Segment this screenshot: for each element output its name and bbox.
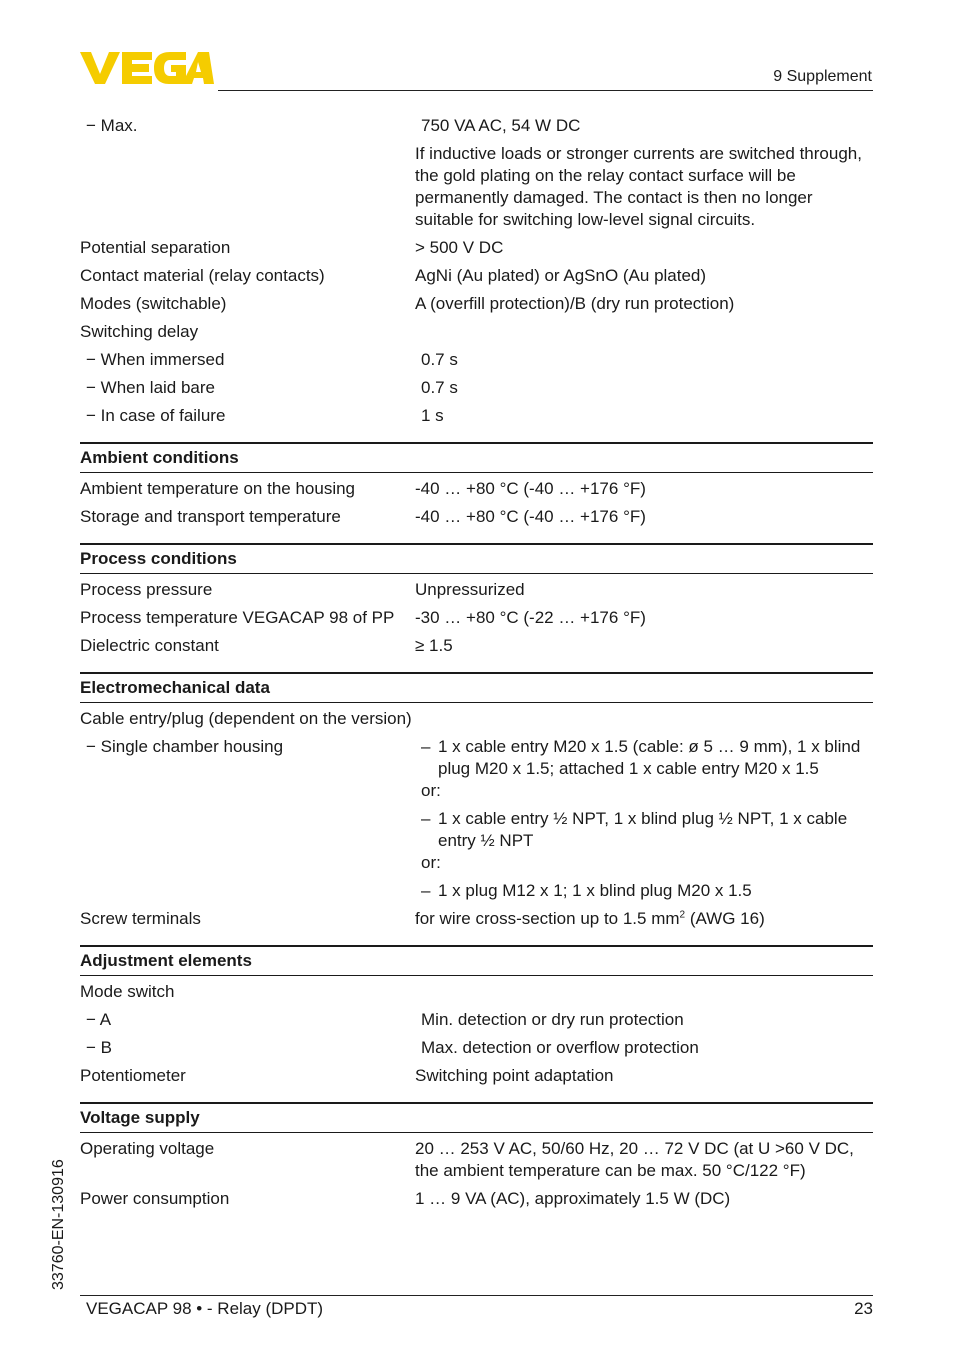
spec-row — [80, 1135, 873, 1185]
row-label: Cable entry/plug (dependent on the version) — [80, 709, 412, 728]
spec-row — [80, 262, 873, 290]
row-label: Max. — [100, 116, 138, 135]
section-heading-ambient: Ambient conditions — [80, 442, 873, 473]
row-label: When immersed — [100, 350, 225, 369]
row-value: 1 … 9 VA (AC), approximately 1.5 W (DC) — [415, 1189, 731, 1208]
document-number: 33760-EN-130916 — [50, 1159, 67, 1290]
spec-row — [80, 1185, 873, 1213]
spec-row: − When immersed 0.7 s — [80, 346, 873, 374]
spec-row — [80, 604, 873, 632]
row-value: -40 … +80 °C (-40 … +176 °F) — [415, 507, 646, 526]
page-number: 23 — [854, 1299, 873, 1318]
warning-text: If inductive loads or stronger currents are switched through, the gold plating on the relay contact surface will be permanently damaged. The contact is then no longer suitable for switching low-level signal circuits. — [415, 144, 862, 229]
cable-option-1: 1 x cable entry M20 x 1.5 (cable: ø 5 … 9 mm), 1 x blind plug M20 x 1.5; attached 1 x cable entry M20 x 1.5 — [438, 737, 861, 778]
spec-row — [80, 234, 873, 262]
header-rule — [218, 90, 873, 91]
spec-row — [80, 290, 873, 318]
row-value: Min. detection or dry run protection — [421, 1010, 684, 1029]
row-label: Mode switch — [80, 982, 175, 1001]
row-label: Potentiometer — [80, 1066, 186, 1085]
spec-row: − A Min. detection or dry run protection — [80, 1006, 873, 1034]
section-label: 9 Supplement — [773, 68, 872, 85]
spec-row: − Max. 750 VA AC, 54 W DC — [80, 112, 873, 140]
spec-row — [80, 140, 873, 234]
footer-rule — [80, 1295, 873, 1296]
row-value: AgNi (Au plated) or AgSnO (Au plated) — [415, 266, 707, 285]
row-value: Unpressurized — [415, 580, 525, 599]
spec-row — [80, 503, 873, 531]
spec-row — [80, 705, 873, 733]
row-value: Switching point adaptation — [415, 1066, 614, 1085]
cable-option-3: 1 x plug M12 x 1; 1 x blind plug M20 x 1.5 — [438, 881, 752, 900]
spec-row: − Single chamber housing – 1 x cable entry M20 x 1.5 (cable: ø 5 … 9 mm), 1 x blind plug M20 x 1.5; attached 1 x cable entry M20 x 1.5 or: – 1 x cable entry ½ NPT, 1 x blind plug ½ NPT, 1 x cable entry ½ NPT or: – 1 x plug M12 x 1; 1 x blind plug M20 x 1.5 — [80, 733, 873, 905]
row-label: When laid bare — [100, 378, 215, 397]
row-label: Modes (switchable) — [80, 294, 227, 313]
list-item: – 1 x cable entry ½ NPT, 1 x blind plug ½ NPT, 1 x cable entry ½ NPT — [421, 808, 873, 852]
spec-row — [80, 318, 873, 346]
spec-row: − B Max. detection or overflow protection — [80, 1034, 873, 1062]
row-label: Process temperature VEGACAP 98 of PP — [80, 608, 395, 627]
section-heading-process: Process conditions — [80, 543, 873, 574]
superscript: 2 — [679, 909, 686, 921]
row-label: Potential separation — [80, 238, 231, 257]
spec-content — [80, 112, 873, 1213]
row-label: Dielectric constant — [80, 636, 219, 655]
list-item: – 1 x cable entry M20 x 1.5 (cable: ø 5 … 9 mm), 1 x blind plug M20 x 1.5; attached 1 x cable entry M20 x 1.5 — [421, 736, 873, 780]
row-value: 0.7 s — [421, 350, 458, 369]
vega-logo — [80, 50, 214, 86]
row-label: B — [100, 1038, 112, 1057]
spec-row — [80, 905, 873, 933]
or-text: or: — [421, 781, 441, 800]
row-value: 1 s — [421, 406, 444, 425]
row-value: A (overfill protection)/B (dry run protection) — [415, 294, 735, 313]
row-value: 750 VA AC, 54 W DC — [421, 116, 581, 135]
row-label: Screw terminals — [80, 909, 201, 928]
row-value: for wire cross-section up to 1.5 mm — [415, 909, 680, 928]
spec-row — [80, 1062, 873, 1090]
section-heading-electromechanical: Electromechanical data — [80, 672, 873, 703]
or-text: or: — [421, 853, 441, 872]
list-item: – 1 x plug M12 x 1; 1 x blind plug M20 x 1.5 — [421, 880, 873, 902]
row-value-suffix: (AWG 16) — [685, 909, 765, 928]
row-label: Process pressure — [80, 580, 213, 599]
cable-option-2: 1 x cable entry ½ NPT, 1 x blind plug ½ NPT, 1 x cable entry ½ NPT — [438, 809, 848, 850]
row-value: > 500 V DC — [415, 238, 504, 257]
row-value: ≥ 1.5 — [415, 636, 453, 655]
spec-row — [80, 978, 873, 1006]
row-value: Max. detection or overflow protection — [421, 1038, 699, 1057]
row-label: Power consumption — [80, 1189, 230, 1208]
spec-row — [80, 475, 873, 503]
spec-row — [80, 632, 873, 660]
row-value: 20 … 253 V AC, 50/60 Hz, 20 … 72 V DC (at U >60 V DC, the ambient temperature can be max. 50 °C/122 °F) — [415, 1139, 854, 1180]
row-label: Operating voltage — [80, 1139, 215, 1158]
spec-row — [80, 576, 873, 604]
row-value: 0.7 s — [421, 378, 458, 397]
footer-title: VEGACAP 98 • - Relay (DPDT) — [86, 1299, 324, 1318]
row-label: Ambient temperature on the housing — [80, 479, 356, 498]
row-value: -30 … +80 °C (-22 … +176 °F) — [415, 608, 646, 627]
row-label: Contact material (relay contacts) — [80, 266, 325, 285]
row-label: In case of failure — [100, 406, 226, 425]
spec-row: − In case of failure 1 s — [80, 402, 873, 430]
row-label: Switching delay — [80, 322, 199, 341]
row-value: -40 … +80 °C (-40 … +176 °F) — [415, 479, 646, 498]
spec-row: − When laid bare 0.7 s — [80, 374, 873, 402]
row-label: Storage and transport temperature — [80, 507, 341, 526]
section-heading-voltage: Voltage supply — [80, 1102, 873, 1133]
row-label: A — [99, 1010, 112, 1029]
section-heading-adjustment: Adjustment elements — [80, 945, 873, 976]
row-label: Single chamber housing — [100, 737, 284, 756]
